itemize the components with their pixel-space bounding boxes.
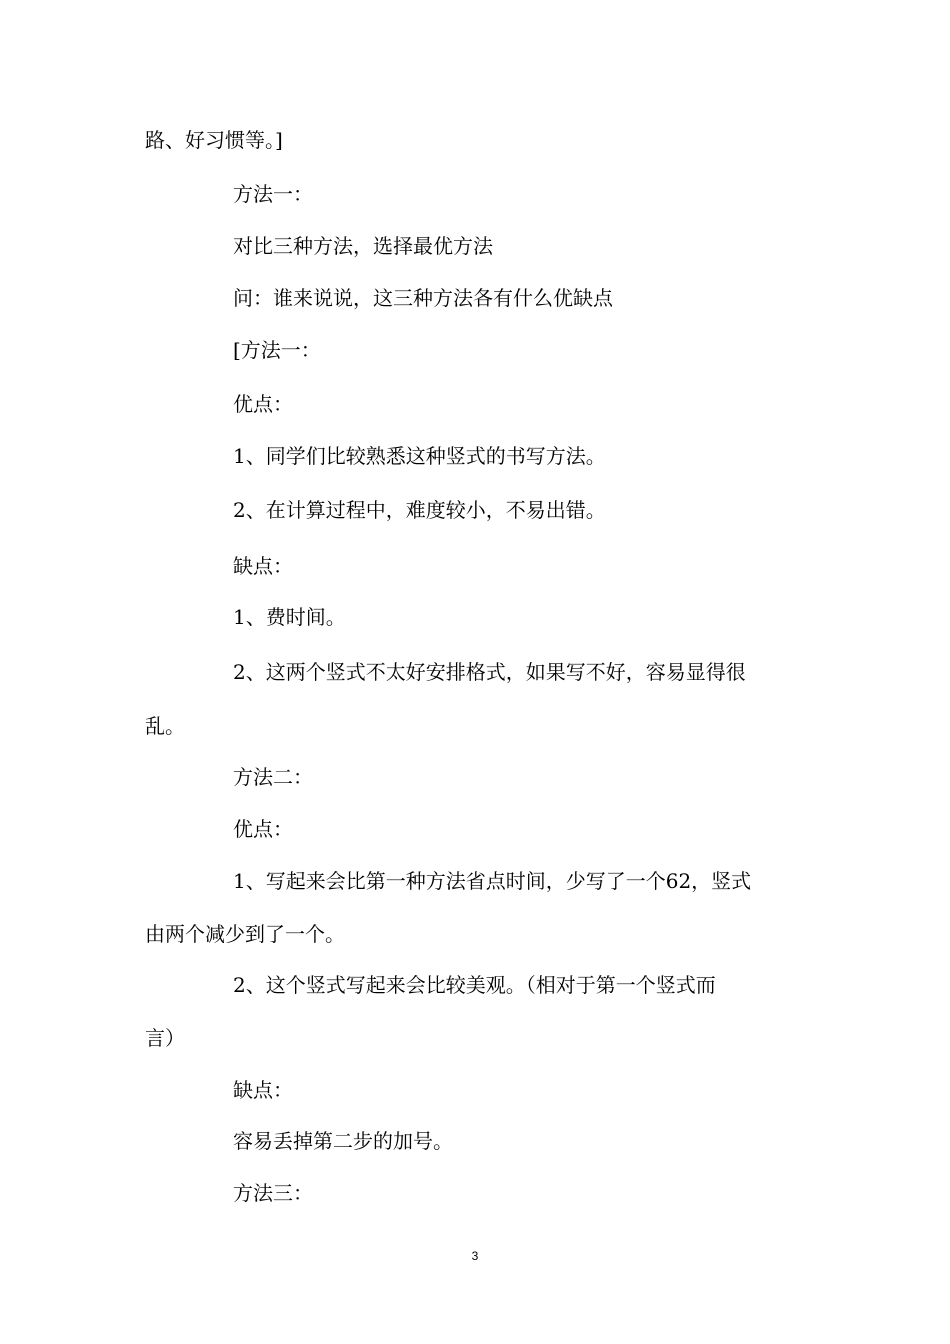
list-item: 2、这个竖式写起来会比较美观。（相对于第一个竖式而 — [233, 973, 716, 997]
text-line-continuation: 言） — [145, 1026, 185, 1050]
advantages-label: 优点： — [233, 392, 293, 416]
section-heading-method-1: 方法一： — [233, 182, 313, 206]
question-line: 问：谁来说说，这三种方法各有什么优缺点 — [233, 286, 613, 310]
disadvantages-label: 缺点： — [233, 1078, 293, 1102]
page-number: 3 — [471, 1249, 479, 1263]
list-item: 1、同学们比较熟悉这种竖式的书写方法。 — [233, 444, 606, 468]
text-line: 对比三种方法，选择最优方法 — [233, 234, 493, 258]
advantages-label: 优点： — [233, 817, 293, 841]
text-line-continuation: 乱。 — [145, 714, 185, 738]
text-line: 路、好习惯等。] — [145, 128, 283, 152]
section-heading-method-3: 方法三： — [233, 1181, 313, 1205]
list-item: 1、费时间。 — [233, 605, 346, 629]
list-item: 1、写起来会比第一种方法省点时间，少写了一个62，竖式 — [233, 869, 752, 893]
disadvantages-label: 缺点： — [233, 554, 293, 578]
text-line: [方法一： — [233, 338, 321, 362]
text-line: 容易丢掉第二步的加号。 — [233, 1129, 453, 1153]
section-heading-method-2: 方法二： — [233, 765, 313, 789]
list-item: 2、在计算过程中，难度较小，不易出错。 — [233, 498, 606, 522]
text-line-continuation: 由两个减少到了一个。 — [145, 922, 345, 946]
list-item: 2、这两个竖式不太好安排格式，如果写不好，容易显得很 — [233, 660, 746, 684]
